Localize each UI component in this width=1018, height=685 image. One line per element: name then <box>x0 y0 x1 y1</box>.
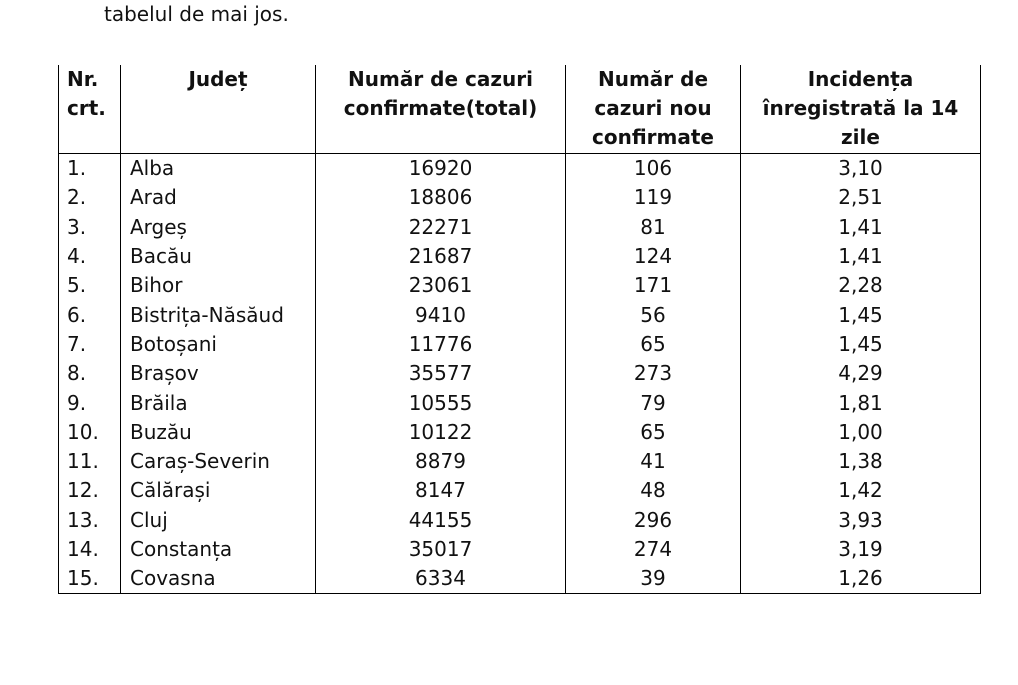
cell-noi: 39 <box>566 564 741 594</box>
header-noi: Număr de cazuri nou confirmate <box>566 65 741 154</box>
cell-judet: Bacău <box>121 242 316 271</box>
cell-nr: 7. <box>59 330 121 359</box>
cell-nr: 10. <box>59 418 121 447</box>
header-incidenta: Incidența înregistrată la 14 zile <box>741 65 981 154</box>
cell-noi: 81 <box>566 213 741 242</box>
cell-judet: Călărași <box>121 476 316 505</box>
cell-incidenta: 1,26 <box>741 564 981 594</box>
cell-judet: Constanța <box>121 535 316 564</box>
cell-noi: 106 <box>566 154 741 184</box>
cell-nr: 2. <box>59 183 121 212</box>
cell-judet: Caraș-Severin <box>121 447 316 476</box>
cell-nr: 14. <box>59 535 121 564</box>
cell-judet: Cluj <box>121 506 316 535</box>
cell-incidenta: 1,41 <box>741 242 981 271</box>
counties-table <box>58 65 981 594</box>
cell-noi: 119 <box>566 183 741 212</box>
intro-text: tabelul de mai jos. <box>104 2 289 26</box>
table-row <box>59 300 981 329</box>
cell-total: 9410 <box>316 300 566 329</box>
cell-incidenta: 1,81 <box>741 388 981 417</box>
cell-noi: 65 <box>566 330 741 359</box>
cell-total: 8879 <box>316 447 566 476</box>
cell-nr: 15. <box>59 564 121 594</box>
cell-total: 23061 <box>316 271 566 300</box>
cell-judet: Brăila <box>121 388 316 417</box>
cell-total: 44155 <box>316 506 566 535</box>
cell-incidenta: 1,41 <box>741 213 981 242</box>
header-judet: Județ <box>121 65 316 154</box>
cell-incidenta: 3,19 <box>741 535 981 564</box>
cell-incidenta: 3,93 <box>741 506 981 535</box>
cell-total: 22271 <box>316 213 566 242</box>
cell-incidenta: 2,28 <box>741 271 981 300</box>
table-row <box>59 535 981 564</box>
cell-nr: 4. <box>59 242 121 271</box>
cell-total: 10122 <box>316 418 566 447</box>
cell-nr: 13. <box>59 506 121 535</box>
cell-noi: 273 <box>566 359 741 388</box>
cell-incidenta: 3,10 <box>741 154 981 184</box>
cell-judet: Botoșani <box>121 330 316 359</box>
cell-total: 10555 <box>316 388 566 417</box>
cell-judet: Covasna <box>121 564 316 594</box>
table-row <box>59 154 981 184</box>
cell-nr: 3. <box>59 213 121 242</box>
table-row <box>59 564 981 594</box>
cell-incidenta: 1,00 <box>741 418 981 447</box>
cell-judet: Argeș <box>121 213 316 242</box>
cell-judet: Alba <box>121 154 316 184</box>
cell-noi: 274 <box>566 535 741 564</box>
table-row <box>59 271 981 300</box>
cell-noi: 171 <box>566 271 741 300</box>
cell-incidenta: 4,29 <box>741 359 981 388</box>
cell-noi: 41 <box>566 447 741 476</box>
table-row <box>59 506 981 535</box>
cell-judet: Bihor <box>121 271 316 300</box>
table-row <box>59 388 981 417</box>
cell-noi: 79 <box>566 388 741 417</box>
cell-incidenta: 1,42 <box>741 476 981 505</box>
table-row <box>59 213 981 242</box>
cell-nr: 5. <box>59 271 121 300</box>
cell-noi: 56 <box>566 300 741 329</box>
cell-total: 11776 <box>316 330 566 359</box>
cell-noi: 124 <box>566 242 741 271</box>
table-row <box>59 476 981 505</box>
cell-total: 16920 <box>316 154 566 184</box>
cell-nr: 1. <box>59 154 121 184</box>
cell-total: 8147 <box>316 476 566 505</box>
cell-incidenta: 1,38 <box>741 447 981 476</box>
cell-judet: Bistrița-Năsăud <box>121 300 316 329</box>
cell-noi: 48 <box>566 476 741 505</box>
cell-total: 6334 <box>316 564 566 594</box>
cell-total: 18806 <box>316 183 566 212</box>
cell-judet: Buzău <box>121 418 316 447</box>
cell-incidenta: 1,45 <box>741 330 981 359</box>
cell-incidenta: 2,51 <box>741 183 981 212</box>
cell-incidenta: 1,45 <box>741 300 981 329</box>
cell-nr: 9. <box>59 388 121 417</box>
cell-total: 21687 <box>316 242 566 271</box>
cell-nr: 11. <box>59 447 121 476</box>
cell-total: 35577 <box>316 359 566 388</box>
cell-nr: 12. <box>59 476 121 505</box>
cell-judet: Arad <box>121 183 316 212</box>
header-total: Număr de cazuri confirmate(total) <box>316 65 566 154</box>
cell-noi: 296 <box>566 506 741 535</box>
table-row <box>59 330 981 359</box>
table-row <box>59 447 981 476</box>
cell-nr: 8. <box>59 359 121 388</box>
header-nr: Nr. crt. <box>59 65 121 154</box>
table-row <box>59 183 981 212</box>
table-row <box>59 418 981 447</box>
table-header-row <box>59 65 981 154</box>
table-row <box>59 359 981 388</box>
table-row <box>59 242 981 271</box>
cell-noi: 65 <box>566 418 741 447</box>
cell-nr: 6. <box>59 300 121 329</box>
table-body <box>59 154 981 594</box>
cell-total: 35017 <box>316 535 566 564</box>
cell-judet: Brașov <box>121 359 316 388</box>
